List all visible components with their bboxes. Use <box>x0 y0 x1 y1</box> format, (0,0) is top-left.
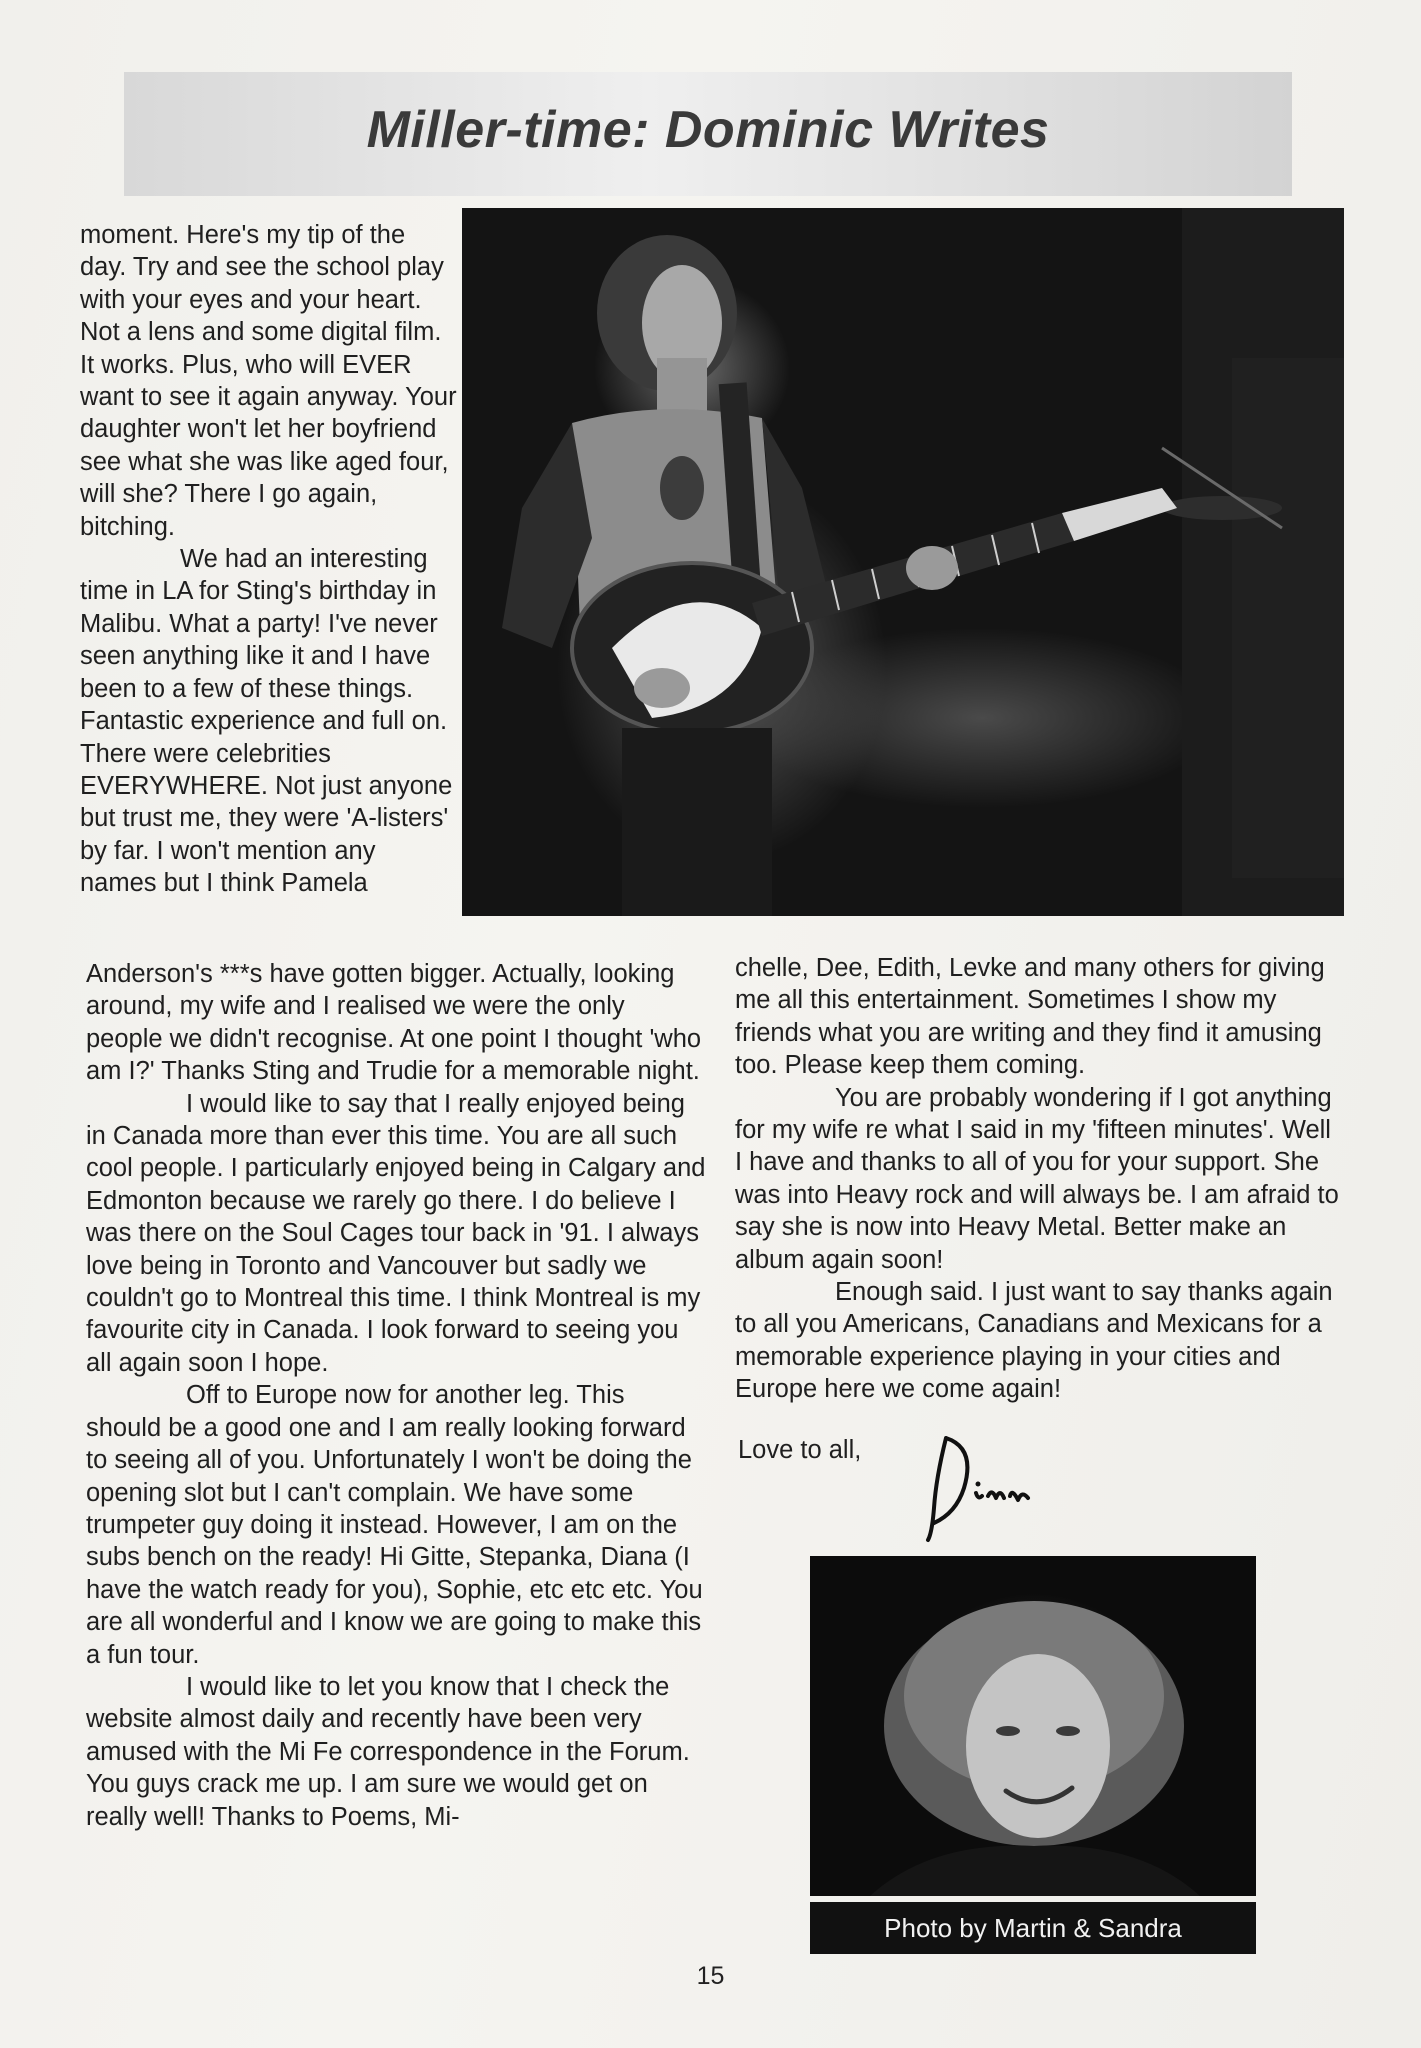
article-column-left <box>86 958 706 1833</box>
photo-caption: Photo by Martin & Sandra <box>810 1902 1256 1954</box>
paragraph: Anderson's ***s have gotten bigger. Actually, looking around, my wife and I realised we were the only people we didn't recognise. At one point I thought 'who am I?' Thanks Sting and Trudie for a memorable night. <box>86 960 702 1086</box>
paragraph: Enough said. I just want to say thanks again to all you Americans, Canadians and Mexicans for a memorable experience playing in your cities and Europe here we come again! <box>735 1278 1333 1404</box>
article-column-right <box>735 952 1339 1406</box>
paragraph: We had an interesting time in LA for Sting's birthday in Malibu. What a party! I've never seen anything like it and I have been to a few of these things. Fantastic experience and full on. There were celebrities EVERYWHERE. Not just anyone but trust me, they were 'A-listers' by far. I won't mention any names but I think Pamela <box>80 545 453 898</box>
portrait-photo <box>810 1556 1256 1896</box>
page-number: 15 <box>696 1962 725 1990</box>
paragraph: I would like to say that I really enjoyed being in Canada more than ever this time. You are all such cool people. I particularly enjoyed being in Calgary and Edmonton because we rarely go there. I do believe I was there on the Soul Cages tour back in '91. I always love being in Toronto and Vancouver but sadly we couldn't go to Montreal this time. I think Montreal is my favourite city in Canada. I look forward to seeing you all again soon I hope. <box>86 1089 706 1377</box>
article-column-top <box>80 219 458 900</box>
signature-icon <box>906 1418 1046 1548</box>
paragraph: Off to Europe now for another leg. This should be a good one and I am really looking forward to seeing all of you. Unfortunately I won't be doing the opening slot but I can't complain. We have some trumpeter guy doing it instead. However, I am on the subs bench on the ready! Hi Gitte, Stepanka, Diana (I have the watch ready for you), Sophie, etc etc etc. You are all wonderful and I know we are going to make this a fun tour. <box>86 1381 703 1669</box>
paragraph: You are probably wondering if I got anything for my wife re what I said in my 'fifteen minutes'. Well I have and thanks to all of you for your support. She was into Heavy rock and will always be. I am afraid to say she is now into Heavy Metal. Better make an album again soon! <box>735 1083 1339 1274</box>
title-banner <box>124 72 1292 196</box>
paragraph: I would like to let you know that I check the website almost daily and recently have been very amused with the Mi Fe correspondence in the Forum. You guys crack me up. I am sure we would get on really well! Thanks to Poems, Mi- <box>86 1672 690 1831</box>
sign-off: Love to all, <box>738 1436 862 1464</box>
page-title: Miller-time: Dominic Writes <box>366 101 1050 159</box>
paragraph: moment. Here's my tip of the day. Try and see the school play with your eyes and your heart. Not a lens and some digital film. It works. Plus, who will EVER want to see it again anyway. Your daughter won't let her boyfriend see what she was like aged four, will she? There I go again, bitching. <box>80 221 457 541</box>
paragraph: chelle, Dee, Edith, Levke and many others for giving me all this entertainment. Sometimes I show my friends what you are writing and they find it amusing too. Please keep them coming. <box>735 954 1325 1080</box>
guitarist-photo <box>462 208 1344 916</box>
